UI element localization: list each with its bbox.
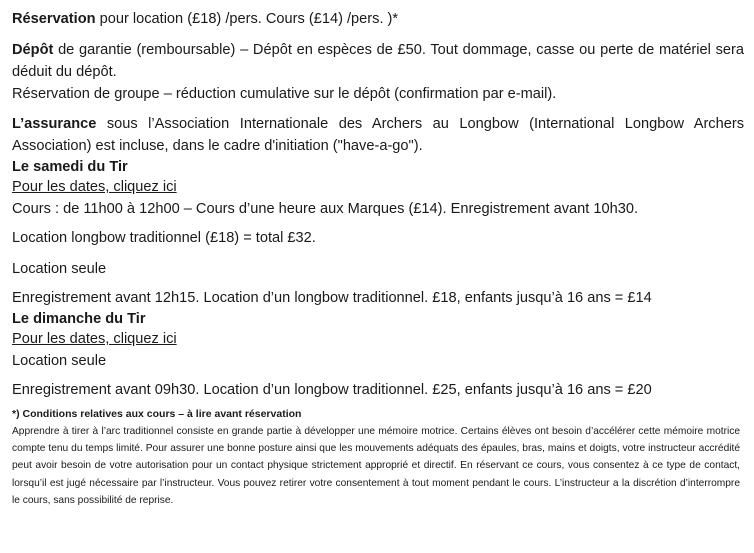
sunday-rental-details: Enregistrement avant 09h30. Location d’un longbow traditionnel. £25, enfants jusqu’à 16 ans = £20 xyxy=(12,382,652,398)
sunday-rental-only: Location seule xyxy=(12,353,107,369)
conditions-title: *) Conditions relatives aux cours – à lire avant réservation xyxy=(12,408,302,420)
insurance-label: L’assurance xyxy=(12,116,97,132)
reservation-label: Réservation xyxy=(12,11,96,27)
insurance-paragraph xyxy=(12,113,744,157)
saturday-rental-total: Location longbow traditionnel (£18) = total £32. xyxy=(12,230,316,246)
insurance-text: sous l’Association Internationale des Archers au Longbow (International Longbow Archers Association) est incluse, dans le cadre d'initiation ("have-a-go"). xyxy=(12,116,744,154)
saturday-rental-only: Location seule xyxy=(12,261,107,277)
deposit-label: Dépôt xyxy=(12,42,54,58)
deposit-text: de garantie (remboursable) – Dépôt en espèces de £50. Tout dommage, casse ou perte de matériel sera déduit du dépôt. xyxy=(12,42,744,80)
saturday-rental-details: Enregistrement avant 12h15. Location d’un longbow traditionnel. £18, enfants jusqu’à 16 ans = £14 xyxy=(12,290,652,306)
saturday-heading: Le samedi du Tir xyxy=(12,159,128,175)
sunday-heading: Le dimanche du Tir xyxy=(12,311,146,327)
saturday-courses: Cours : de 11h00 à 12h00 – Cours d’une heure aux Marques (£14). Enregistrement avant 10h30. xyxy=(12,201,639,217)
sunday-dates-link[interactable]: Pour les dates, cliquez ici xyxy=(12,331,177,347)
reservation-paragraph xyxy=(12,8,744,30)
deposit-paragraph xyxy=(12,39,744,83)
reservation-text: pour location (£18) /pers. Cours (£14) /pers. )* xyxy=(95,11,399,27)
saturday-dates-link[interactable]: Pour les dates, cliquez ici xyxy=(12,179,177,195)
group-reservation-text: Réservation de groupe – réduction cumulative sur le dépôt (confirmation par e-mail). xyxy=(12,86,557,102)
conditions-text: Apprendre à tirer à l’arc traditionnel consiste en grande partie à développer une mémoire motrice. Certains élèves ont besoin d’accélérer cette mémoire motrice compte tenu du temps limité. Pour assurer une bonne posture ainsi que les mouvements adéquats des épaules, bras, mains et doigts, votre instructeur accrédité peut avoir besoin de votre autorisation pour un contact physique strictement approprié et directif. En réservant ce cours, vous consentez à ce type de contact, lorsqu’il est jugé nécessaire par l’instructeur. Vous pouvez retirer votre consentement à tout moment pendant le cours. L’instructeur a la discrétion d’interrompre le cours, sans possibilité de reprise. xyxy=(12,426,740,506)
